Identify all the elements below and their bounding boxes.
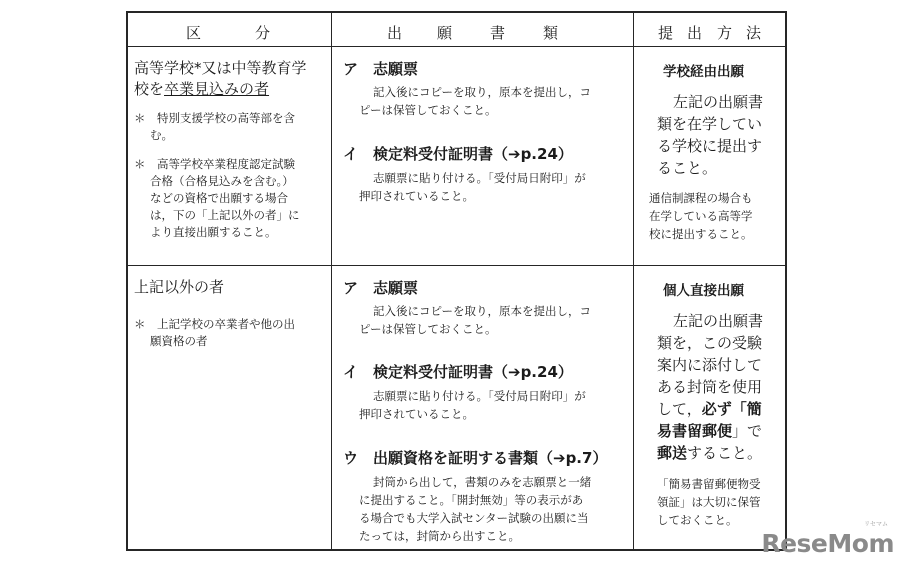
column-divider (331, 13, 332, 549)
method-note: 「簡易書留郵便物受 (657, 477, 761, 491)
row2-method-cell (635, 266, 787, 549)
document-description: 押印されていること。 (359, 407, 474, 421)
category-line: 上記以外の者 (134, 278, 225, 296)
method-note: 通信制課程の場合も (649, 191, 753, 205)
method-note: 在学している高等学 (649, 209, 753, 223)
method-text: 類を在学してい (657, 115, 763, 133)
method-text: 左記の出願書 (673, 93, 764, 111)
row1-category-cell (128, 47, 331, 265)
category-note: は，下の「上記以外の者」に (150, 208, 300, 222)
category-note: む。 (150, 128, 173, 142)
category-note: より直接出願すること。 (150, 225, 277, 239)
emphasis-text: 郵送 (657, 444, 688, 462)
category-note: 願資格の者 (150, 334, 208, 348)
document-description: 封筒から出して，書類のみを志願票と一緒 (373, 475, 592, 489)
category-note: 合格（合格見込みを含む。） (150, 174, 294, 188)
category-note: などの資格で出願する場合 (150, 191, 288, 205)
document-title: イ 検定料受付証明書（➔p.24） (343, 363, 573, 381)
row2-category-cell (128, 266, 331, 549)
method-text: ること。 (657, 159, 718, 177)
underlined-term: 卒業見込みの者 (164, 80, 270, 98)
resemom-watermark: ReseMom (761, 529, 894, 558)
document-description: 押印されていること。 (359, 189, 474, 203)
method-text: る学校に提出す (657, 137, 763, 155)
watermark-subtext: リセマム (864, 521, 888, 528)
row1-documents-cell (333, 47, 633, 265)
category-note: ＊ 高等学校卒業程度認定試験 (134, 157, 295, 171)
document-description: 志願票に貼り付ける。「受付局日附印」が (373, 171, 586, 185)
method-text: 類を，この受験 (657, 334, 763, 352)
header-documents: 出 願 書 類 (387, 24, 559, 42)
method-text: 左記の出願書 (673, 312, 764, 330)
category-note: ＊ 特別支援学校の高等部を含 (134, 111, 295, 125)
column-divider (633, 13, 634, 549)
row1-method-cell (635, 47, 787, 265)
document-title: ア 志願票 (343, 60, 419, 78)
document-title: ウ 出願資格を証明する書類（➔p.7） (343, 449, 608, 467)
document-description: ピーは保管しておくこと。 (359, 322, 497, 336)
header-category: 区 分 (186, 24, 271, 42)
method-text: 易書留郵便」で (657, 422, 763, 440)
document-description: ピーは保管しておくこと。 (359, 103, 497, 117)
document-title: ア 志願票 (343, 279, 419, 297)
category-line: 高等学校*又は中等教育学 (134, 59, 307, 77)
category-note: ＊ 上記学校の卒業者や他の出 (134, 317, 295, 331)
method-note: 領証」は大切に保管 (657, 495, 761, 509)
row2-documents-cell (333, 266, 633, 549)
category-line: 校を卒業見込みの者 (134, 80, 270, 98)
emphasis-text: 易書留郵便 (657, 422, 733, 440)
method-text: 郵送すること。 (657, 444, 763, 462)
document-description: 記入後にコピーを取り，原本を提出し，コ (373, 85, 592, 99)
application-documents-table (126, 11, 787, 551)
document-description: る場合でも大学入試センター試験の出願に当 (359, 511, 589, 525)
document-description: 志願票に貼り付ける。「受付局日附印」が (373, 389, 586, 403)
method-text: 案内に添付して (657, 356, 763, 374)
method-note: しておくこと。 (657, 513, 738, 527)
emphasis-text: 必ず「簡 (701, 400, 762, 418)
header-method: 提 出 方 法 (658, 24, 762, 42)
method-text: ある封筒を使用 (657, 378, 763, 396)
document-description: に提出すること。「開封無効」等の表示があ (359, 493, 584, 507)
document-description: たっては，封筒から出すこと。 (359, 529, 520, 543)
method-text: して，必ず「簡 (657, 400, 762, 418)
method-note: 校に提出すること。 (649, 227, 753, 241)
document-title: イ 検定料受付証明書（➔p.24） (343, 145, 573, 163)
document-description: 記入後にコピーを取り，原本を提出し，コ (373, 304, 592, 318)
method-title: 個人直接出願 (663, 283, 744, 299)
method-title: 学校経由出願 (663, 64, 744, 80)
